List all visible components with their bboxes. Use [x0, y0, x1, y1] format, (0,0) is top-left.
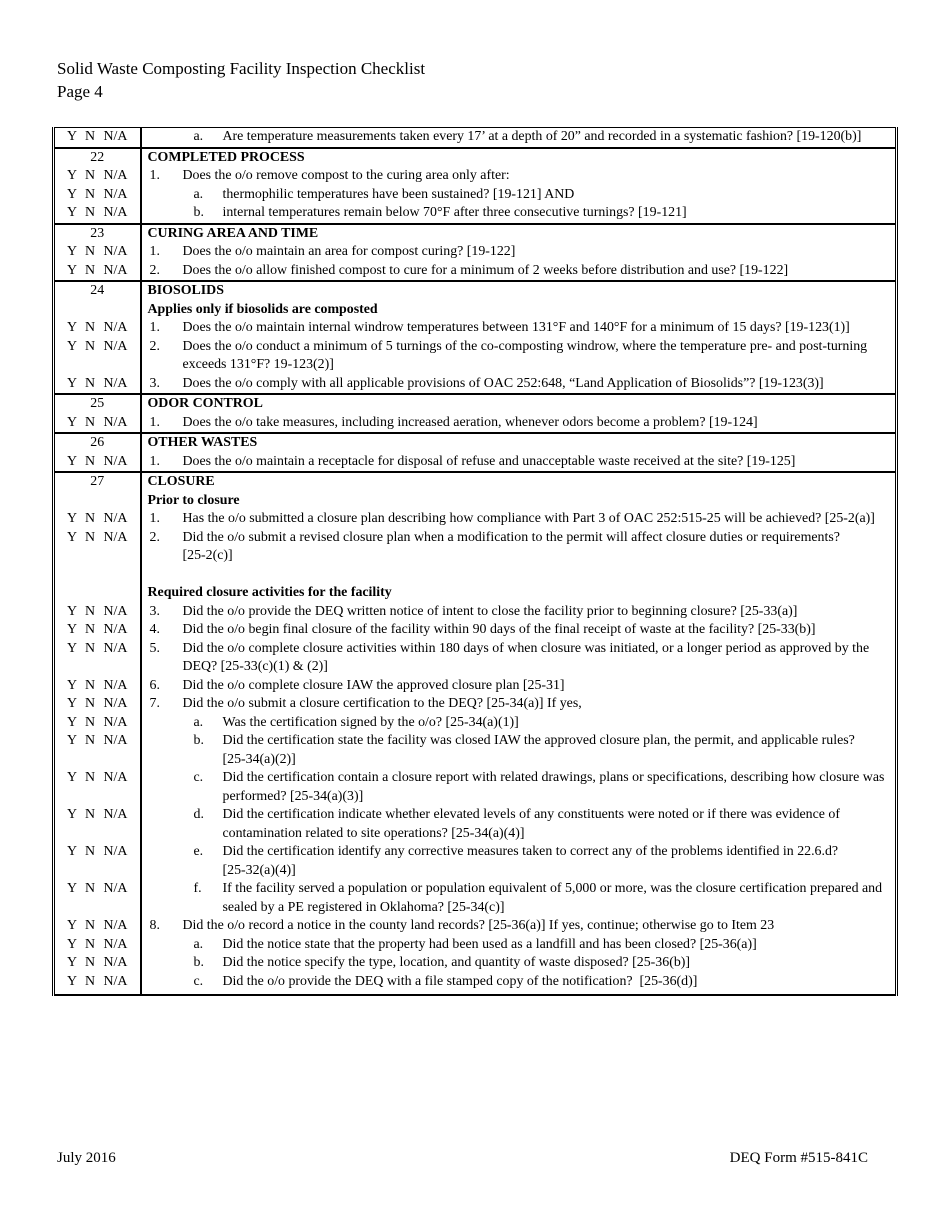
item-text-continuation: contamination related to site operations? [25-34(a)(4)]: [222, 825, 525, 841]
item-text: 3. Did the o/o provide the DEQ written notice of intent to close the facility prior to beginning closure? [25-33(a)]: [142, 603, 896, 622]
item-text: 6. Did the o/o complete closure IAW the approved closure plan [25-31]: [142, 677, 896, 696]
item-marker: 2.: [149, 262, 160, 278]
item-text: a. Was the certification signed by the o/o? [25-34(a)(1)]: [142, 714, 896, 733]
item-marker: a.: [193, 936, 204, 952]
yn-options: Y N N/A: [54, 186, 141, 205]
subhead-cell: [141, 584, 897, 603]
item-text: 1. Does the o/o maintain a receptacle for disposal of refuse and unacceptable waste received at the site? [19-125]: [142, 453, 896, 472]
yn-options: Y N N/A: [54, 621, 141, 640]
item-text-continuation: [25-32(a)(4)]: [222, 862, 296, 878]
item-row: [54, 954, 897, 973]
page-number: Page 4: [57, 82, 103, 101]
item-row: [54, 806, 897, 843]
yn-options: Y N N/A: [54, 769, 141, 806]
item-marker: 6.: [149, 677, 160, 693]
subhead-row: [54, 492, 897, 511]
subhead-row: [54, 584, 897, 603]
item-marker: b.: [193, 955, 204, 970]
section-number: 22: [54, 148, 141, 168]
section-row: [54, 472, 897, 492]
yn-options: Y N N/A: [54, 806, 141, 843]
yn-options: Y N N/A: [54, 954, 141, 973]
item-row: [54, 714, 897, 733]
yn-options: Y N N/A: [54, 714, 141, 733]
item-text-continuation: [25-2(c)]: [182, 548, 233, 563]
document-footer: [57, 1150, 868, 1167]
checklist-item: [141, 677, 897, 696]
yn-options: Y N N/A: [54, 243, 141, 262]
item-row: [54, 880, 897, 917]
left-cell-empty: [54, 584, 141, 603]
section-number: 25: [54, 394, 141, 414]
item-marker: 1.: [149, 168, 160, 183]
item-text-continuation: [25-34(a)(2)]: [222, 751, 296, 767]
section-row: [54, 433, 897, 453]
yn-options: Y N N/A: [54, 375, 141, 395]
yn-options: Y N N/A: [54, 880, 141, 917]
item-row: [54, 732, 897, 769]
item-row: [54, 529, 897, 566]
checklist-item: [141, 243, 897, 262]
item-row: [54, 414, 897, 434]
item-marker: f.: [193, 881, 202, 896]
left-cell-empty: [54, 566, 141, 585]
checklist-item: [141, 262, 897, 282]
yn-options: Y N N/A: [54, 167, 141, 186]
item-row: [54, 262, 897, 282]
section-cell: [141, 433, 897, 453]
yn-options: Y N N/A: [54, 338, 141, 375]
yn-options: Y N N/A: [54, 510, 141, 529]
section-title: CLOSURE: [147, 474, 215, 489]
checklist-item: [141, 954, 897, 973]
section-row: [54, 394, 897, 414]
section-title: BIOSOLIDS: [147, 283, 224, 298]
item-row: [54, 453, 897, 473]
yn-options: Y N N/A: [54, 529, 141, 566]
item-row: [54, 128, 897, 148]
item-marker: a.: [193, 186, 204, 202]
yn-options: Y N N/A: [54, 414, 141, 434]
section-row: [54, 224, 897, 244]
item-row: [54, 917, 897, 936]
item-text: a. Are temperature measurements taken every 17’ at a depth of 20” and recorded in a systematic fashion? [19-120(b)]: [142, 128, 896, 147]
checklist-item: [141, 319, 897, 338]
yn-options: Y N N/A: [54, 677, 141, 696]
section-number: 24: [54, 281, 141, 301]
item-row: [54, 186, 897, 205]
item-marker: c.: [193, 973, 204, 989]
checklist-item: [141, 769, 897, 806]
checklist-item: [141, 732, 897, 769]
checklist-table: [52, 127, 898, 996]
checklist-item: [141, 621, 897, 640]
section-cell: [141, 394, 897, 414]
document-header: [57, 57, 425, 103]
checklist-item: [141, 640, 897, 677]
checklist-item: [141, 603, 897, 622]
footer-form-number: DEQ Form #515-841C: [729, 1150, 868, 1166]
item-row: [54, 640, 897, 677]
section-cell: [141, 224, 897, 244]
item-text: 7. Did the o/o submit a closure certification to the DEQ? [25-34(a)] If yes,: [142, 695, 896, 714]
item-text: e. Did the certification identify any corrective measures taken to correct any of the problems identified in 22.6.d?: [142, 843, 896, 862]
checklist-table-body: [54, 128, 897, 996]
subsection-heading: Applies only if biosolids are composted: [147, 301, 378, 317]
item-text: f. If the facility served a population or population equivalent of 5,000 or more, was the closure certification prepared and: [142, 880, 896, 899]
item-marker: 1.: [149, 511, 160, 526]
checklist-item: [141, 973, 897, 996]
item-row: [54, 319, 897, 338]
section-title: ODOR CONTROL: [147, 396, 263, 411]
document-title: Solid Waste Composting Facility Inspection Checklist: [57, 59, 426, 78]
checklist-item: [141, 414, 897, 434]
item-marker: 8.: [149, 918, 160, 933]
yn-options: Y N N/A: [54, 204, 141, 224]
section-title: OTHER WASTES: [147, 435, 258, 450]
left-cell-empty: [54, 492, 141, 511]
item-text: c. Did the o/o provide the DEQ with a file stamped copy of the notification? [25-36(d)]: [142, 973, 896, 992]
item-text: c. Did the certification contain a closure report with related drawings, plans or specifications, describing how closure was: [142, 769, 896, 788]
checklist-item: [141, 128, 897, 148]
item-text-continuation: exceeds 131°F? 19-123(2)]: [182, 357, 334, 372]
item-text: 4. Did the o/o begin final closure of the facility within 90 days of the final receipt of waste at the facility? [25-33(b)]: [142, 621, 896, 640]
checklist-item: [141, 453, 897, 473]
checklist-item: [141, 843, 897, 880]
checklist-item: [141, 375, 897, 395]
item-marker: 1.: [149, 320, 160, 335]
section-title: CURING AREA AND TIME: [147, 225, 319, 241]
item-text-continuation: performed? [25-34(a)(3)]: [222, 788, 364, 804]
item-text: 1. Has the o/o submitted a closure plan describing how compliance with Part 3 of OAC 252:515-25 will be achieved? [25-2(a)]: [142, 510, 896, 529]
checklist-item: [141, 186, 897, 205]
item-text-continuation: sealed by a PE registered in Oklahoma? [25-34(c)]: [222, 899, 505, 915]
yn-options: Y N N/A: [54, 262, 141, 282]
yn-options: Y N N/A: [54, 640, 141, 677]
subhead-cell: [141, 492, 897, 511]
yn-options: Y N N/A: [54, 128, 141, 148]
item-marker: 1.: [149, 244, 160, 259]
item-row: [54, 338, 897, 375]
section-row: [54, 148, 897, 168]
checklist-item: [141, 204, 897, 224]
item-marker: c.: [193, 770, 204, 785]
subhead-cell: [141, 301, 897, 320]
section-title: COMPLETED PROCESS: [147, 149, 305, 165]
item-row: [54, 769, 897, 806]
section-row: [54, 281, 897, 301]
section-number: 26: [54, 433, 141, 453]
item-row: [54, 936, 897, 955]
item-row: [54, 677, 897, 696]
item-marker: 5.: [149, 640, 160, 656]
item-marker: 7.: [149, 696, 160, 711]
section-cell: [141, 281, 897, 301]
item-row: [54, 843, 897, 880]
checklist-item: [141, 695, 897, 714]
item-row: [54, 167, 897, 186]
checklist-item: [141, 936, 897, 955]
item-row: [54, 204, 897, 224]
item-marker: d.: [193, 807, 204, 822]
item-row: [54, 375, 897, 395]
item-text: 1. Does the o/o remove compost to the curing area only after:: [142, 167, 896, 186]
subhead-row: [54, 301, 897, 320]
item-text: b. Did the certification state the facility was closed IAW the approved closure plan, the permit, and applicable rules?: [142, 732, 896, 751]
item-text: b. internal temperatures remain below 70°F after three consecutive turnings? [19-121]: [142, 204, 896, 223]
yn-options: Y N N/A: [54, 695, 141, 714]
item-row: [54, 603, 897, 622]
item-text: 1. Does the o/o maintain internal windrow temperatures between 131°F and 140°F for a minimum of 15 days? [19-123(1)]: [142, 319, 896, 338]
item-marker: 1.: [149, 453, 160, 469]
footer-date: July 2016: [57, 1150, 116, 1166]
item-marker: b.: [193, 205, 204, 220]
item-text: 1. Does the o/o take measures, including increased aeration, whenever odors become a problem? [19-124]: [142, 414, 896, 433]
checklist-item: [141, 880, 897, 917]
section-cell: [141, 472, 897, 492]
item-text: a. thermophilic temperatures have been sustained? [19-121] AND: [142, 186, 896, 205]
item-text: 5. Did the o/o complete closure activities within 180 days of when closure was initiated, or a longer period as approved by the: [142, 640, 896, 659]
blank-cell: [141, 566, 897, 585]
item-text: 1. Does the o/o maintain an area for compost curing? [19-122]: [142, 243, 896, 262]
subsection-heading: Prior to closure: [147, 492, 240, 508]
item-marker: a.: [193, 129, 204, 144]
section-number: 23: [54, 224, 141, 244]
item-marker: e.: [193, 844, 204, 859]
item-text-continuation: DEQ? [25-33(c)(1) & (2)]: [182, 659, 328, 674]
item-text: 2. Does the o/o conduct a minimum of 5 turnings of the co-composting windrow, where the temperature pre- and post-turning: [142, 338, 896, 357]
item-text: 2. Does the o/o allow finished compost to cure for a minimum of 2 weeks before distribution and use? [19-122]: [142, 262, 896, 281]
yn-options: Y N N/A: [54, 973, 141, 996]
item-marker: 1.: [149, 414, 160, 430]
item-marker: 4.: [149, 622, 160, 637]
item-row: [54, 621, 897, 640]
item-text: a. Did the notice state that the property had been used as a landfill and has been closed? [25-36(a)]: [142, 936, 896, 955]
item-text: d. Did the certification indicate whether elevated levels of any constituents were noted or if there was evidence of: [142, 806, 896, 825]
item-marker: 3.: [149, 603, 160, 619]
item-text: b. Did the notice specify the type, location, and quantity of waste disposed? [25-36(b)]: [142, 954, 896, 973]
item-row: [54, 695, 897, 714]
item-marker: b.: [193, 733, 204, 748]
item-row: [54, 510, 897, 529]
section-number: 27: [54, 472, 141, 492]
yn-options: Y N N/A: [54, 319, 141, 338]
item-text: 2. Did the o/o submit a revised closure plan when a modification to the permit will affect closure duties or requirements?: [142, 529, 896, 548]
yn-options: Y N N/A: [54, 732, 141, 769]
subsection-heading: Required closure activities for the facility: [147, 585, 392, 600]
yn-options: Y N N/A: [54, 453, 141, 473]
item-text: 3. Does the o/o comply with all applicable provisions of OAC 252:648, “Land Application of Biosolids”? [19-123(3)]: [142, 375, 896, 394]
section-cell: [141, 148, 897, 168]
checklist-item: [141, 510, 897, 529]
yn-options: Y N N/A: [54, 603, 141, 622]
checklist-item: [141, 917, 897, 936]
checklist-item: [141, 529, 897, 566]
checklist-item: [141, 714, 897, 733]
yn-options: Y N N/A: [54, 917, 141, 936]
item-text: 8. Did the o/o record a notice in the county land records? [25-36(a)] If yes, continue; otherwise go to Item 23: [142, 917, 896, 936]
checklist-item: [141, 806, 897, 843]
item-marker: 2.: [149, 338, 160, 354]
yn-options: Y N N/A: [54, 936, 141, 955]
item-marker: 3.: [149, 375, 160, 391]
left-cell-empty: [54, 301, 141, 320]
item-marker: a.: [193, 714, 204, 730]
item-row: [54, 973, 897, 996]
item-row: [54, 243, 897, 262]
checklist-item: [141, 338, 897, 375]
blank-row: [54, 566, 897, 585]
item-marker: 2.: [149, 529, 160, 545]
checklist-item: [141, 167, 897, 186]
yn-options: Y N N/A: [54, 843, 141, 880]
